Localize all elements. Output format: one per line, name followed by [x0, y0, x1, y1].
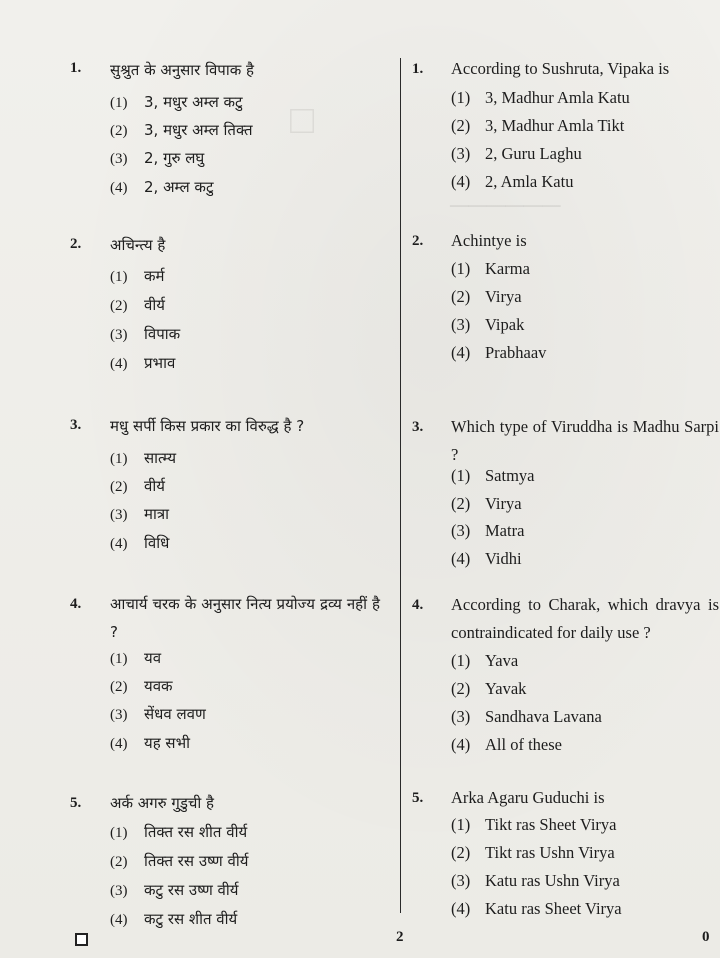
option-4: (4) Katu ras Sheet Virya: [451, 899, 622, 918]
question-number: 4.: [70, 596, 82, 612]
question-stem: According to Charak, which dravya is contraindicated for daily use ?: [451, 595, 719, 642]
option-2: (2) Tikt ras Ushn Virya: [451, 843, 615, 862]
option-4: (4) All of these: [451, 735, 562, 754]
question-stem: मधु सर्पी किस प्रकार का विरुद्ध है ?: [110, 417, 305, 435]
show-through-mark: ──────: [450, 190, 561, 220]
option-2: (2) वीर्य: [110, 477, 165, 495]
question-stem: Achintye is: [451, 231, 527, 250]
question-number: 3.: [70, 417, 82, 433]
option-2: (2) 3, मधुर अम्ल तिक्त: [110, 121, 253, 139]
option-2: (2) Virya: [451, 494, 522, 513]
question-number: 2.: [70, 236, 82, 252]
option-4: (4) Prabhaav: [451, 343, 547, 362]
option-4: (4) Vidhi: [451, 549, 522, 568]
option-3: (3) कटु रस उष्ण वीर्य: [110, 881, 239, 899]
option-2: (2) वीर्य: [110, 296, 165, 314]
option-2: (2) यवक: [110, 677, 173, 695]
option-2: (2) 3, Madhur Amla Tikt: [451, 116, 625, 135]
show-through-mark: □: [290, 98, 315, 142]
option-1: (1) Satmya: [451, 466, 535, 485]
option-3: (3) Matra: [451, 521, 525, 540]
page-number: 2: [396, 929, 404, 945]
question-stem: Which type of Viruddha is Madhu Sarpi ?: [451, 417, 719, 464]
column-divider: [400, 58, 401, 913]
option-1: (1) 3, Madhur Amla Katu: [451, 88, 630, 107]
option-4: (4) विधि: [110, 534, 170, 552]
registration-mark: [75, 933, 88, 946]
question-number: 2.: [412, 233, 424, 249]
option-1: (1) Karma: [451, 259, 530, 278]
question-stem: अर्क अगरु गुडुची है: [110, 794, 215, 812]
question-number: 5.: [412, 790, 424, 806]
option-4: (4) कटु रस शीत वीर्य: [110, 910, 238, 928]
option-3: (3) 2, Guru Laghu: [451, 144, 582, 163]
option-1: (1) तिक्त रस शीत वीर्य: [110, 823, 248, 841]
question-number: 3.: [412, 419, 424, 435]
option-3: (3) Katu ras Ushn Virya: [451, 871, 620, 890]
option-2: (2) Virya: [451, 287, 522, 306]
option-1: (1) Tikt ras Sheet Virya: [451, 815, 617, 834]
question-stem: Arka Agaru Guduchi is: [451, 788, 605, 807]
option-1: (1) यव: [110, 649, 162, 667]
corner-code: 0: [702, 929, 710, 945]
option-3: (3) Vipak: [451, 315, 525, 334]
option-3: (3) विपाक: [110, 325, 181, 343]
option-3: (3) मात्रा: [110, 505, 170, 523]
option-4: (4) प्रभाव: [110, 354, 176, 372]
question-stem: According to Sushruta, Vipaka is: [451, 59, 670, 78]
option-4: (4) 2, अम्ल कटु: [110, 178, 214, 196]
question-number: 4.: [412, 597, 424, 613]
question-number: 1.: [412, 61, 424, 77]
question-stem: अचिन्त्य है: [110, 236, 166, 254]
option-1: (1) 3, मधुर अम्ल कटु: [110, 93, 243, 111]
question-number: 1.: [70, 60, 82, 76]
question-stem: सुश्रुत के अनुसार विपाक है: [110, 61, 254, 79]
option-4: (4) 2, Amla Katu: [451, 172, 574, 191]
option-2: (2) तिक्त रस उष्ण वीर्य: [110, 852, 249, 870]
option-1: (1) सात्म्य: [110, 449, 177, 467]
option-4: (4) यह सभी: [110, 734, 191, 752]
option-3: (3) 2, गुरु लघु: [110, 149, 205, 167]
option-1: (1) कर्म: [110, 267, 165, 285]
question-stem: आचार्य चरक के अनुसार नित्य प्रयोज्य द्रव्य नहीं है ?: [110, 595, 380, 641]
option-2: (2) Yavak: [451, 679, 527, 698]
question-number: 5.: [70, 795, 82, 811]
option-1: (1) Yava: [451, 651, 519, 670]
option-3: (3) सेंधव लवण: [110, 705, 206, 723]
option-3: (3) Sandhava Lavana: [451, 707, 602, 726]
